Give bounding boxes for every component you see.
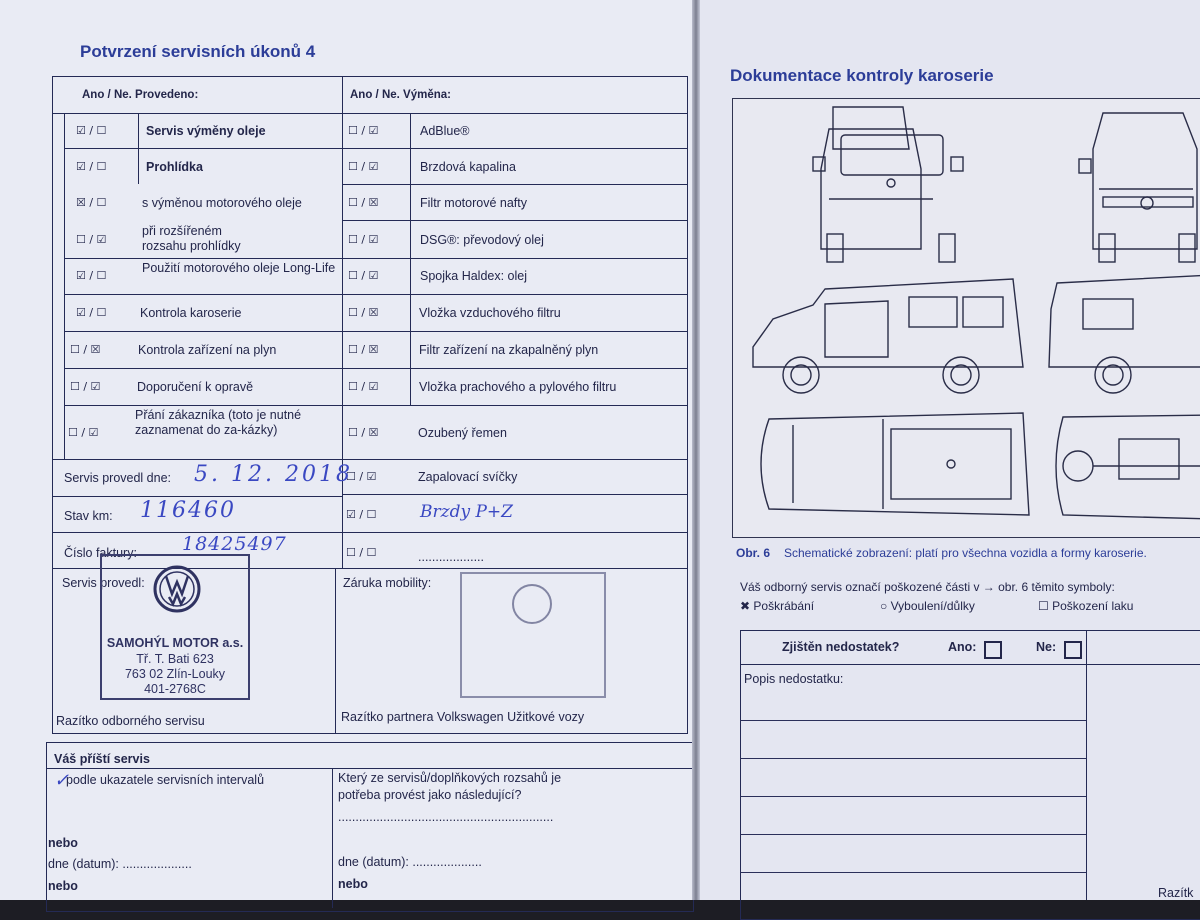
symbol-scratch: ✖ Poškrábání — [740, 599, 815, 613]
checkbox-body-check[interactable]: ☑ / ☐ — [76, 306, 107, 319]
next-date-left: dne (datum): .................... — [48, 857, 192, 871]
checkbox-brakes-extra[interactable]: ☑ / ☐ — [346, 508, 377, 521]
checkmark-icon: ✓ — [54, 770, 70, 791]
checkbox-spark-plugs[interactable]: ☐ / ☑ — [346, 470, 377, 483]
dotted-blank: ................... — [418, 550, 484, 564]
label-haldex-oil: Spojka Haldex: olej — [420, 269, 528, 283]
checkbox-longlife-oil[interactable]: ☑ / ☐ — [76, 269, 107, 282]
checkbox-empty[interactable]: ☐ / ☐ — [346, 546, 377, 559]
stamp-name: SAMOHÝL MOTOR a.s. — [106, 636, 244, 650]
symbol-paint: ☐ Poškození laku — [1038, 599, 1134, 613]
checkbox-lpg-filter[interactable]: ☐ / ☒ — [348, 343, 379, 356]
mobility-label: Záruka mobility: — [343, 576, 432, 590]
handwritten-brakes: Brzdy P+Z — [420, 502, 513, 522]
mobility-caption: Razítko partnera Volkswagen Užitkové vozy — [341, 710, 585, 724]
page-title: Potvrzení servisních úkonů 4 — [80, 42, 316, 61]
checkbox-repair-recommendation[interactable]: ☐ / ☑ — [70, 380, 101, 393]
right-page — [700, 0, 1200, 900]
next-which-service: Který ze servisů/doplňkových rozsahů je potřeba provést jako následující? — [338, 771, 562, 802]
label-customer-wish: Přání zákazníka (toto je nutné zaznamenat do za-kázky) — [135, 408, 302, 437]
label-oil-service: Servis výměny oleje — [146, 124, 266, 138]
invoice-value: 18425497 — [182, 533, 287, 555]
stamp-street: Tř. T. Bati 623 — [136, 652, 214, 666]
label-repair-recommendation: Doporučení k opravě — [137, 380, 254, 394]
label-body-check: Kontrola karoserie — [140, 306, 242, 320]
checkbox-gas-system[interactable]: ☐ / ☒ — [70, 343, 101, 356]
checkbox-oil-change[interactable]: ☒ / ☐ — [76, 196, 107, 209]
figure-caption: Schematické zobrazení: platí pro všechna vozidla a formy karoserie. — [784, 546, 1147, 560]
label-extended-inspection: při rozšířeném rozsahu prohlídky — [142, 224, 241, 253]
mobility-stamp — [460, 572, 606, 698]
stamp-code: 401-2768C — [144, 682, 206, 696]
dealer-stamp-caption: Razítko odborného servisu — [56, 714, 205, 728]
label-dsg-oil: DSG®: převodový olej — [420, 233, 544, 247]
checkbox-brake-fluid[interactable]: ☐ / ☑ — [348, 160, 379, 173]
body-check-title: Dokumentace kontroly karoserie — [730, 66, 994, 85]
header-performed: Ano / Ne. Provedeno: — [82, 89, 199, 101]
label-inspection: Prohlídka — [146, 160, 203, 174]
label-longlife-oil: Použití motorového oleje Long-Life — [142, 261, 336, 275]
stamp-city: 763 02 Zlín-Louky — [124, 667, 226, 681]
defect-yes-checkbox[interactable] — [984, 641, 1002, 659]
label-brake-fluid: Brzdová kapalina — [420, 160, 516, 174]
label-air-filter: Vložka vzduchového filtru — [419, 306, 561, 320]
next-or-2: nebo — [48, 879, 78, 893]
vw-logo-icon — [152, 564, 202, 614]
next-service-title: Váš příští servis — [54, 752, 150, 766]
label-oil-change: s výměnou motorového oleje — [142, 196, 302, 210]
book-spine — [692, 0, 700, 900]
checkbox-diesel-filter[interactable]: ☐ / ☒ — [348, 196, 379, 209]
km-label: Stav km: — [64, 509, 113, 523]
symbol-dent: ○ Vyboulení/důlky — [880, 599, 975, 613]
checkbox-inspection[interactable]: ☑ / ☐ — [76, 160, 107, 173]
defect-question: Zjištěn nedostatek? — [782, 640, 900, 654]
label-lpg-filter: Filtr zařízení na zkapalněný plyn — [419, 343, 599, 357]
vehicle-diagram — [732, 98, 1200, 538]
checkbox-oil-service[interactable]: ☑ / ☐ — [76, 124, 107, 137]
checkbox-timing-belt[interactable]: ☐ / ☒ — [348, 426, 379, 439]
marks-intro: Váš odborný servis označí poškozené části v → obr. 6 těmito symboly: — [740, 580, 1115, 594]
label-pollen-filter: Vložka prachového a pylového filtru — [419, 380, 617, 394]
label-adblue: AdBlue® — [420, 124, 470, 138]
next-date-right: dne (datum): .................... — [338, 855, 482, 869]
header-replacement: Ano / Ne. Výměna: — [350, 89, 451, 101]
next-dots: .............................................................. — [338, 810, 554, 824]
label-timing-belt: Ozubený řemen — [418, 426, 507, 440]
defect-no-checkbox[interactable] — [1064, 641, 1082, 659]
invoice-label: Číslo faktury: — [64, 546, 137, 560]
dealer-stamp — [100, 554, 250, 700]
figure-ref: Obr. 6 — [736, 546, 771, 560]
service-date-label: Servis provedl dne: — [64, 471, 172, 485]
checkbox-pollen-filter[interactable]: ☐ / ☑ — [348, 380, 379, 393]
vw-logo-icon — [510, 582, 554, 626]
checkbox-dsg-oil[interactable]: ☐ / ☑ — [348, 233, 379, 246]
defect-yes-label: Ano: — [948, 640, 977, 654]
next-or-right: nebo — [338, 877, 368, 891]
next-or-1: nebo — [48, 836, 78, 850]
defect-no-label: Ne: — [1036, 640, 1057, 654]
checkbox-extended-inspection[interactable]: ☐ / ☑ — [76, 233, 107, 246]
label-diesel-filter: Filtr motorové nafty — [420, 196, 527, 210]
stamp-caption-partial: Razítk — [1158, 886, 1194, 900]
next-by-indicator: podle ukazatele servisních intervalů — [66, 773, 265, 787]
km-value: 116460 — [140, 498, 236, 523]
service-date-value: 5. 12. 2018 — [194, 462, 353, 487]
checkbox-air-filter[interactable]: ☐ / ☒ — [348, 306, 379, 319]
checkbox-haldex-oil[interactable]: ☐ / ☑ — [348, 269, 379, 282]
label-spark-plugs: Zapalovací svíčky — [418, 470, 518, 484]
defect-description-label: Popis nedostatku: — [744, 672, 844, 686]
serviced-by-label: Servis provedl: — [62, 576, 145, 590]
checkbox-adblue[interactable]: ☐ / ☑ — [348, 124, 379, 137]
label-gas-system: Kontrola zařízení na plyn — [138, 343, 277, 357]
checkbox-customer-wish[interactable]: ☐ / ☑ — [68, 426, 99, 439]
